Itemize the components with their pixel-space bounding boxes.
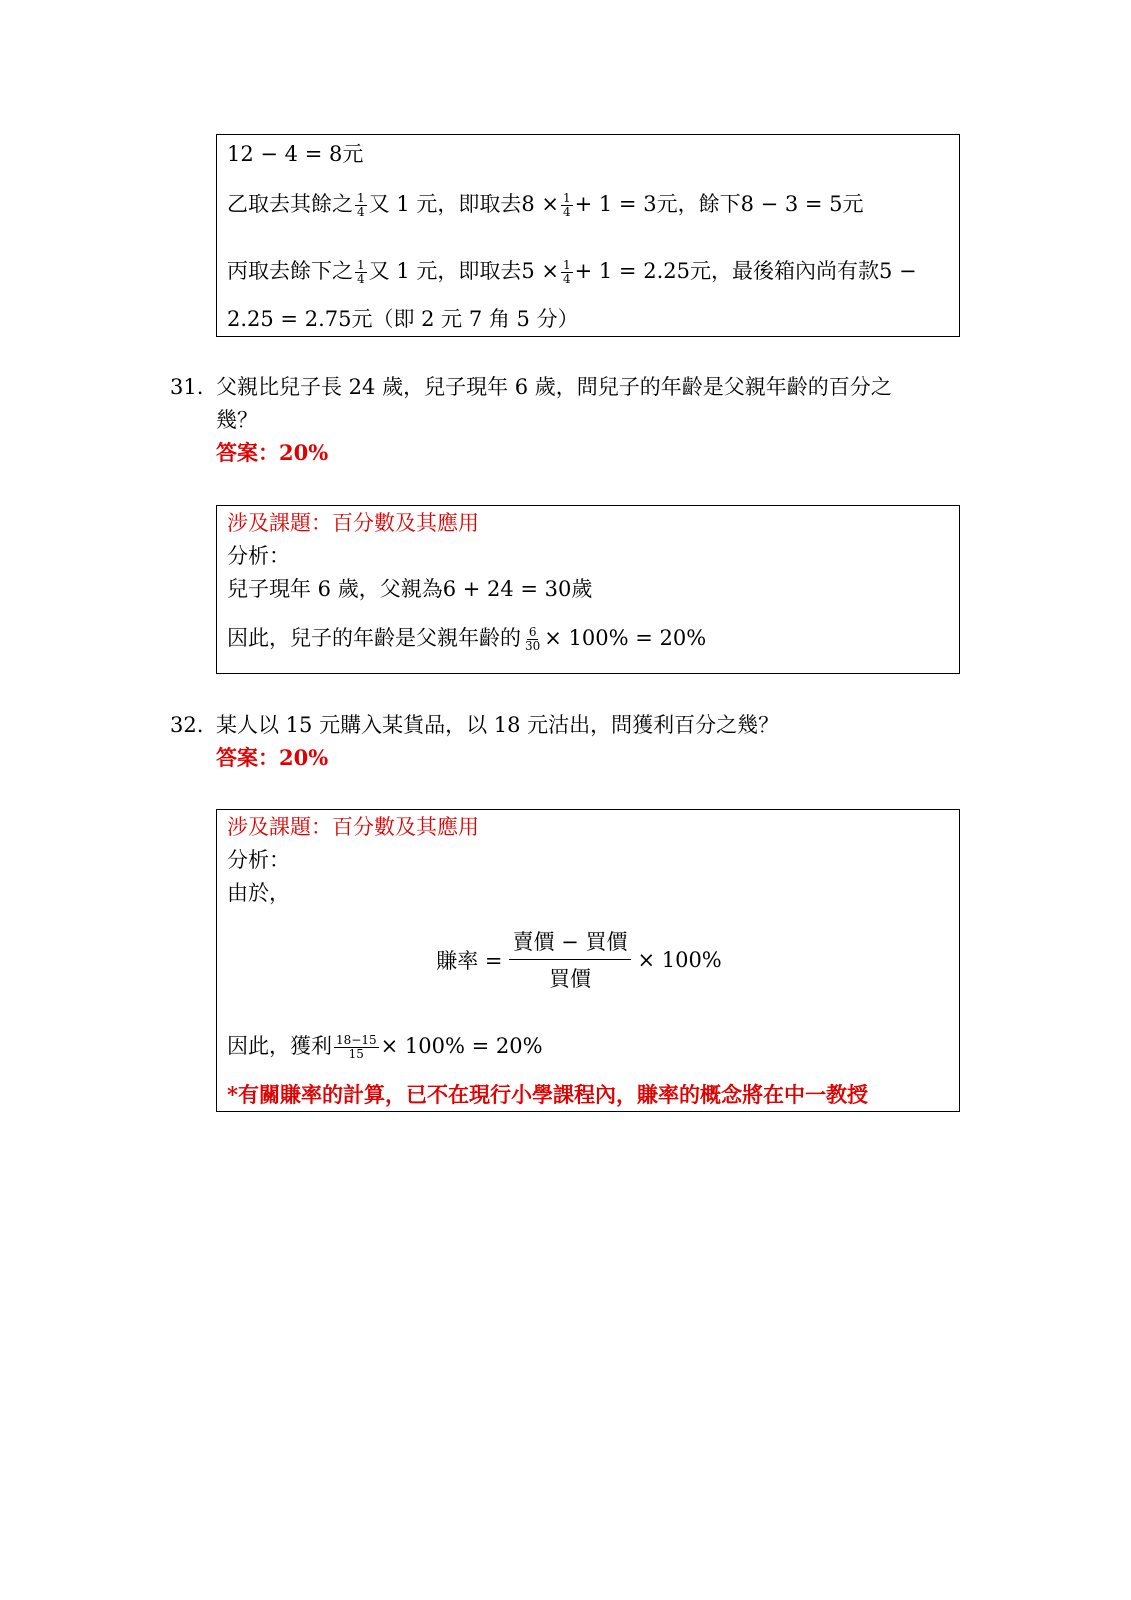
question-32-text: 某人以 15 元購入某貨品，以 18 元沽出，問獲利百分之幾？ [216,713,780,737]
analysis-label: 分析： [227,544,290,568]
curriculum-note: *有關賺率的計算，已不在現行小學課程內，賺率的概念將在中一教授 [227,1082,868,1107]
box3-line2: 因此，獲利 $\frac{18-15}{15}$ × 100% = 20% [227,1033,543,1061]
box1-line2: 乙取去其餘之 $\frac{1}{4}$ 又 1 元，即取去8 × $\frac{1}{4}$ + 1 = 3元，餘下8 − 3 = 5元 [227,191,864,219]
question-31-text: 父親比兒子長 24 歲，兒子現年 6 歲，問兒子的年齡是父親年齡的百分之 [216,375,892,399]
box3-line1: 由於， [227,881,290,905]
topic-label: 涉及課題：百分數及其應用 [227,511,479,535]
solution-box-30 [216,134,960,337]
fraction-one-quarter: $\frac{1}{4}$ [357,191,365,219]
fraction-6-over-30: $\frac{6}{30}$ [525,625,541,653]
fraction-one-quarter: $\frac{1}{4}$ [357,258,365,286]
box2-line1: 兒子現年 6 歲，父親為6 + 24 = 30歲 [227,577,593,601]
question-31-answer: 答案：20% [216,440,329,465]
box1-line1: 12 − 4 = 8元 [227,142,364,166]
solution-box-32 [216,809,960,1112]
fraction-one-quarter: $\frac{1}{4}$ [562,191,571,219]
fraction-one-quarter: $\frac{1}{4}$ [562,258,571,286]
fraction-profit: $\frac{18-15}{15}$ [336,1033,377,1061]
box1-line4: 2.25 = 2.75元（即 2 元 7 角 5 分） [227,307,579,331]
box1-line3: 丙取去餘下之 $\frac{1}{4}$ 又 1 元，即取去5 × $\frac{1}{4}$ + 1 = 2.25元，最後箱內尚有款5 − [227,258,917,286]
analysis-label: 分析： [227,848,290,872]
question-31-text-cont: 幾？ [216,408,258,432]
box2-line2: 因此，兒子的年齡是父親年齡的 $\frac{6}{30}$ × 100% = 20% [227,625,707,653]
solution-box-31 [216,505,960,674]
formula-lhs: 賺率 = [436,948,503,973]
profit-rate-formula [217,926,941,993]
formula-rhs: × 100% [637,947,722,972]
question-32-answer: 答案：20% [216,745,329,770]
topic-label: 涉及課題：百分數及其應用 [227,815,479,839]
question-31-number: 31. [170,375,204,399]
question-32-number: 32. [170,713,204,737]
formula-fraction: $\frac{\text{賣價 − 買價}}{\text{買價}}$ [509,926,632,993]
